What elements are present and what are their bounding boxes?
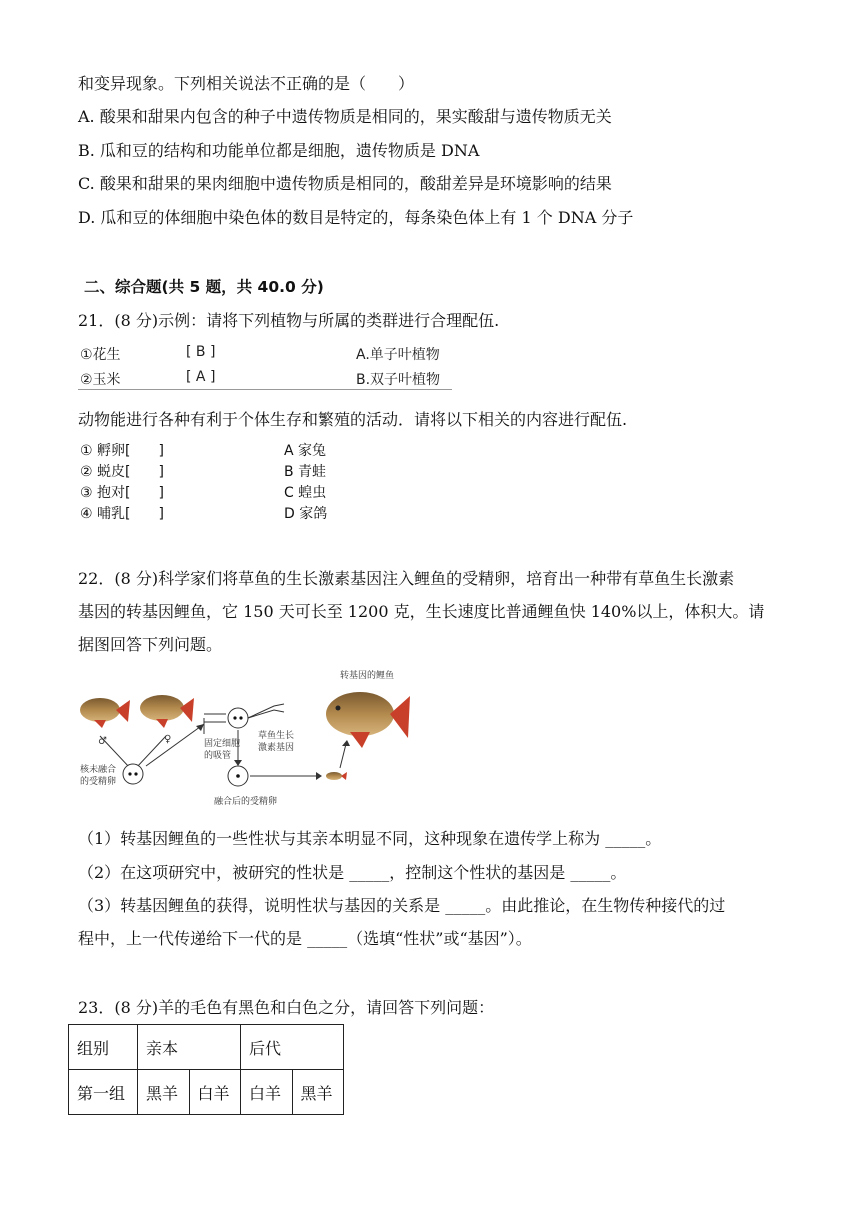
match-left-item: ① 孵卵[ ] bbox=[80, 443, 164, 459]
male-carp-icon bbox=[80, 698, 130, 728]
table-cell: 黑羊 bbox=[138, 1070, 190, 1115]
fused-egg-icon bbox=[228, 766, 248, 786]
q23-stem: 23．(8 分)羊的毛色有黑色和白色之分，请回答下列问题： bbox=[78, 998, 495, 1017]
q22-sub2: （2）在这项研究中，被研究的性状是 _____，控制这个性状的基因是 _____。 bbox=[78, 863, 627, 882]
q22-stem-line2: 基因的转基因鲤鱼，它 150 天可长至 1200 克，生长速度比普通鲤鱼快 140%以上，体积大。请 bbox=[78, 602, 765, 621]
label-transgenic: 转基因的鲤鱼 bbox=[340, 671, 395, 681]
example-answer: [ B ] bbox=[186, 344, 216, 360]
example-option: B.双子叶植物 bbox=[356, 372, 441, 388]
example-answer: [ A ] bbox=[186, 369, 216, 385]
label-gene: 草鱼生长 bbox=[258, 731, 295, 741]
section-title: 二、综合题(共 5 题，共 40.0 分) bbox=[84, 278, 324, 296]
table-cell: 第一组 bbox=[69, 1070, 138, 1115]
label-gene-2: 激素基因 bbox=[258, 743, 295, 753]
table-header-offspring: 后代 bbox=[241, 1025, 344, 1070]
match-right-item: D 家鸽 bbox=[284, 506, 328, 522]
example-row bbox=[78, 367, 452, 389]
transgenic-carp-diagram bbox=[78, 664, 418, 810]
table-header-parent: 亲本 bbox=[138, 1025, 241, 1070]
match-left-item: ③ 抱对[ ] bbox=[80, 485, 164, 501]
q20-option-b: B. 瓜和豆的结构和功能单位都是细胞，遗传物质是 DNA bbox=[78, 141, 480, 160]
label-unfused-2: 的受精卵 bbox=[80, 777, 117, 787]
q22-stem-line1: 22．(8 分)科学家们将草鱼的生长激素基因注入鲤鱼的受精卵，培育出一种带有草鱼生长激素 bbox=[78, 569, 735, 588]
female-symbol: ♀ bbox=[164, 734, 172, 745]
q20-option-c: C. 酸果和甜果的果肉细胞中遗传物质是相同的，酸甜差异是环境影响的结果 bbox=[78, 174, 612, 193]
q22-stem-line3: 据图回答下列问题。 bbox=[78, 635, 223, 654]
q20-option-d: D. 瓜和豆的体细胞中染色体的数目是特定的，每条染色体上有 1 个 DNA 分子 bbox=[78, 208, 634, 227]
example-item: ②玉米 bbox=[80, 372, 121, 388]
table-cell: 黑羊 bbox=[292, 1070, 344, 1115]
female-carp-icon bbox=[140, 695, 194, 728]
example-option: A.单子叶植物 bbox=[356, 347, 440, 363]
q22-sub3-line2: 程中，上一代传递给下一代的是 _____（选填“性状”或“基因”）。 bbox=[78, 929, 532, 948]
unfused-egg-icon bbox=[123, 764, 143, 784]
label-fused: 融合后的受精卵 bbox=[214, 797, 278, 807]
match-right-item: A 家兔 bbox=[284, 443, 327, 459]
label-unfused: 核未融合 bbox=[80, 765, 117, 775]
male-symbol: ♂ bbox=[98, 736, 107, 747]
q22-sub1: （1）转基因鲤鱼的一些性状与其亲本明显不同，这种现象在遗传学上称为 _____。 bbox=[78, 829, 662, 848]
q20-option-a: A. 酸果和甜果内包含的种子中遗传物质是相同的，果实酸甜与遗传物质无关 bbox=[78, 107, 612, 126]
table-header-row bbox=[69, 1025, 344, 1070]
small-carp-icon bbox=[326, 772, 347, 780]
match-left-item: ④ 哺乳[ ] bbox=[80, 506, 164, 522]
q21-prompt: 动物能进行各种有利于个体生存和繁殖的活动．请将以下相关的内容进行配伍. bbox=[78, 410, 628, 429]
example-divider bbox=[78, 389, 452, 390]
sheep-color-table bbox=[68, 1024, 344, 1115]
label-pipette-2: 的吸管 bbox=[204, 751, 232, 761]
table-header-group: 组别 bbox=[69, 1025, 138, 1070]
q22-sub3-line1: （3）转基因鲤鱼的获得，说明性状与基因的关系是 _____。由此推论，在生物传种接代的过 bbox=[78, 896, 726, 915]
example-item: ①花生 bbox=[80, 347, 121, 363]
q21-stem: 21．(8 分)示例：请将下列植物与所属的类群进行合理配伍. bbox=[78, 311, 500, 330]
egg-injection-icon bbox=[228, 704, 284, 728]
match-left-item: ② 蜕皮[ ] bbox=[80, 464, 164, 480]
example-row bbox=[78, 342, 452, 364]
match-right-item: B 青蛙 bbox=[284, 464, 327, 480]
label-pipette: 固定细胞 bbox=[204, 739, 241, 749]
table-cell: 白羊 bbox=[241, 1070, 293, 1115]
q20-stem-tail: 和变异现象。下列相关说法不正确的是（ ） bbox=[78, 74, 415, 93]
table-cell: 白羊 bbox=[189, 1070, 241, 1115]
match-right-item: C 蝗虫 bbox=[284, 485, 327, 501]
pipette-icon bbox=[204, 714, 226, 734]
q21-example-figure bbox=[78, 342, 452, 390]
table-row bbox=[69, 1070, 344, 1115]
q21-match-figure bbox=[78, 440, 338, 524]
transgenic-carp-icon bbox=[326, 692, 410, 748]
